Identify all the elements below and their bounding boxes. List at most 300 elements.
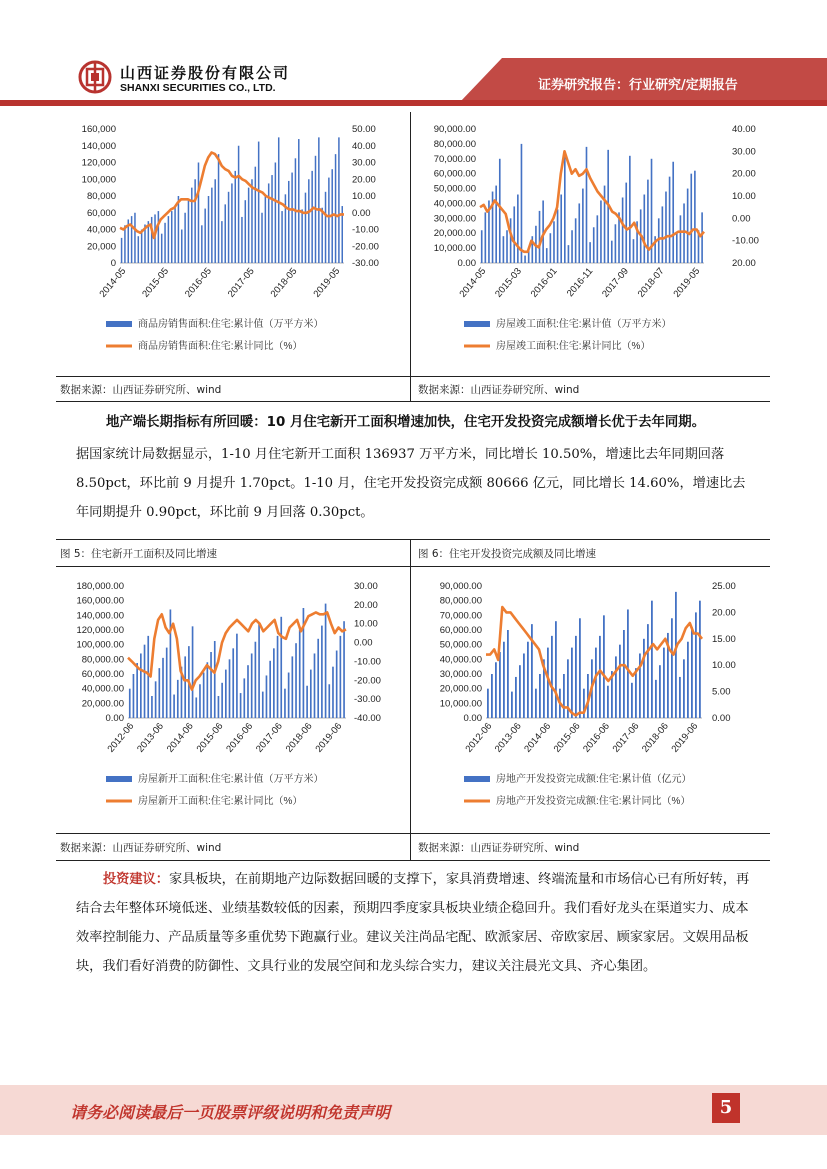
right-axis-tick-label: -30.00 [352,258,379,269]
chart-residential-completed-area [416,115,768,377]
left-axis-tick-label: 0.00 [463,713,482,724]
x-axis-tick-label: 2015-03 [493,265,524,300]
bar [485,212,487,263]
chart-residential-new-starts [58,572,408,834]
bar [121,238,123,263]
bar [292,656,294,718]
bar [281,211,283,263]
bar [599,636,601,718]
right-axis-tick-label: 25.00 [712,581,736,592]
bar [243,678,245,718]
bar [593,227,595,263]
bar [199,684,201,718]
bar [268,183,270,263]
bar [136,663,138,718]
left-axis-tick-label: 160,000.00 [76,595,124,607]
bar [527,642,529,718]
bar [539,211,541,263]
bar [575,636,577,718]
bar [340,636,342,718]
bar [258,142,260,263]
left-axis-tick-label: 120,000.00 [76,625,124,636]
bar [255,167,257,263]
company-name-cn: 山西证券股份有限公司 [120,64,291,82]
bar [298,139,300,263]
left-axis-tick-label: 100,000.00 [76,639,124,651]
x-axis-tick-label: 2014-05 [97,265,129,300]
bar [311,171,313,263]
bar [164,223,166,263]
bar [161,234,163,263]
bar [158,211,160,263]
chart-residential-investment [416,572,768,834]
bar [271,175,273,263]
right-axis-tick-label: 5.00 [712,686,731,698]
bar [662,206,664,263]
bar [675,592,677,718]
bar [306,686,308,718]
bar [210,652,212,718]
bar [338,137,340,263]
bar [195,697,197,718]
bar [665,192,667,263]
bar [699,601,701,718]
bar [687,189,689,263]
bar [184,213,186,263]
bar [604,186,606,263]
page-number: 5 [712,1093,740,1123]
bar [631,683,633,718]
bar [687,642,689,718]
bar [515,677,517,718]
bar [251,653,253,718]
right-axis-tick-label: 10.00 [352,191,376,202]
bar [635,668,637,718]
bar [571,230,573,263]
bar [535,689,537,718]
x-axis-tick-label: 2012-06 [463,720,495,755]
bar [560,195,562,263]
left-axis-tick-label: 70,000.00 [439,610,482,622]
bar [218,154,220,263]
header-divider [0,100,827,106]
chart3-source: 数据来源：山西证券研究所、wind [60,842,222,854]
bar [343,621,345,718]
bar [225,670,227,718]
bar [269,661,271,718]
bar [191,188,193,263]
bar [325,192,327,263]
bar [507,630,509,718]
bar [603,615,605,718]
bar [622,197,624,263]
bar [539,674,541,718]
bar [680,215,682,263]
advice-label: 投资建议： [103,872,169,887]
bar [328,178,330,263]
right-axis-tick-label: -10.00 [352,224,379,236]
x-axis-tick-label: 2016-06 [224,720,256,755]
figure5-title: 图 5：住宅新开工面积及同比增速 [60,548,218,560]
bar [240,693,242,718]
bar [248,188,250,263]
bar [676,233,678,263]
x-axis-tick-label: 2014-05 [457,265,489,300]
bar [491,674,493,718]
bar [690,174,692,263]
bar [291,173,293,263]
bar [615,656,617,718]
legend-line-label: 房地产开发投资完成额:住宅:累计同比（%） [496,796,691,807]
bar [214,179,216,263]
legend-line-label: 房屋新开工面积:住宅:累计同比（%） [138,796,303,807]
bar [564,151,566,263]
bar [238,146,240,263]
bar [255,642,257,718]
bar [203,673,205,718]
bar [563,674,565,718]
bar [595,648,597,718]
bar [158,668,160,718]
bar [144,645,146,718]
right-axis-tick-label: 50.00 [352,124,376,135]
bar [305,193,307,263]
bar [335,154,337,263]
right-axis-tick-label: 40.00 [352,140,376,152]
x-axis-tick-label: 2019-06 [313,720,345,755]
right-axis-tick-label: 20.00 [352,174,376,186]
bar [129,689,131,718]
left-axis-tick-label: 140,000 [81,140,116,152]
left-axis-tick-label: 20,000 [86,241,116,253]
company-name-en: SHANXI SECURITIES CO., LTD. [120,82,276,94]
bar [138,236,140,263]
row2-title-divider [56,566,770,567]
bar [672,162,674,263]
bar [171,211,173,263]
bar [247,665,249,718]
x-axis-tick-label: 2018-07 [635,265,667,300]
bar [310,670,312,718]
row2-bottom-border [56,860,770,861]
bar [553,221,555,263]
left-axis-tick-label: 80,000.00 [81,654,124,666]
bar [524,256,526,263]
x-axis-tick-label: 2015-06 [551,720,583,755]
row2-top-border [56,539,770,540]
bar [679,677,681,718]
bar [619,645,621,718]
bar [140,653,142,718]
right-axis-tick-label: 20.00 [712,607,736,619]
x-axis-tick-label: 2017-06 [254,720,285,755]
x-axis-tick-label: 2018-05 [268,265,300,300]
left-axis-tick-label: 40,000 [86,224,116,236]
bar [582,189,584,263]
x-axis-tick-label: 2015-05 [140,265,172,300]
bar [301,209,303,263]
bar [495,662,497,718]
bar [201,225,203,263]
bar [251,179,253,263]
left-axis-tick-label: 40,000.00 [439,654,482,666]
legend-bar-label: 房地产开发投资完成额:住宅:累计值（亿元） [496,774,692,785]
left-axis-tick-label: 50,000.00 [439,639,482,651]
bar [214,641,216,718]
x-axis-tick-label: 2016-01 [528,265,560,300]
left-axis-tick-label: 0.00 [457,258,476,269]
bar [481,230,483,263]
legend-bar-label: 房屋竣工面积:住宅:累计值（万平方米） [496,319,672,330]
bar [235,171,237,263]
bar [131,216,133,263]
bar [633,239,635,263]
bar [231,183,233,263]
legend-bar-swatch [464,776,490,782]
bar [695,612,697,718]
bar [683,659,685,718]
bar [523,653,525,718]
bar [277,636,279,718]
right-axis-tick-label: -20.00 [352,241,379,253]
bar [325,604,327,718]
left-axis-tick-label: 140,000.00 [76,610,124,622]
bar [691,627,693,718]
bar [575,218,577,263]
bar [615,224,617,263]
left-axis-tick-label: 100,000 [81,174,116,186]
chart1-source: 数据来源：山西证券研究所、wind [60,384,222,396]
left-axis-tick-label: 50,000.00 [433,183,476,195]
left-axis-tick-label: 60,000.00 [439,625,482,636]
bar [236,634,238,718]
chart-residential-sales-area [58,115,408,377]
bar [513,206,515,263]
bar [155,681,157,718]
bar [597,215,599,263]
bar [218,696,220,718]
left-axis-tick-label: 60,000.00 [81,669,124,680]
bar [308,179,310,263]
section-headline: 地产端长期指标有所回暖：10 月住宅新开工面积增速加快，住宅开发投资完成额增长优于去年同期。 [106,415,706,430]
bar [671,618,673,718]
bar [278,137,280,263]
right-axis-tick-label: 0.00 [354,637,373,649]
chart-row2-divider [410,539,411,861]
bar [517,195,519,263]
bar [643,195,645,263]
bar [511,692,513,718]
right-axis-tick-label: -30.00 [354,694,381,706]
bar [655,680,657,718]
right-axis-tick-label: 10.00 [712,660,736,672]
bar [192,626,194,718]
yoy-series-line [486,607,702,715]
left-axis-tick-label: 80,000 [86,191,116,202]
bar [284,689,286,718]
legend-line-label: 房屋竣工面积:住宅:累计同比（%） [496,341,651,352]
page-header [0,0,827,110]
bar [701,212,703,263]
advice-text: 家具板块，在前期地产边际数据回暖的支撑下，家具消费增速、终端流量和市场信心已有所好转，再结合去年整体环境低迷、业绩基数较低的因素，预期四季度家具板块业绩企稳回升。我们看好龙头在渠道实力、成本效率控制能力、产品质量等多重优势下跑赢行业。建议关注尚品宅配、欧派家居、帝欧家居、顾家家居。文娱用品板块，我们看好消费的防御性、文具行业的发展空间和龙头综合实力，建议关注晨光文具、齐心集团。 [76,872,750,974]
bar [288,181,290,263]
left-axis-tick-label: 60,000 [86,207,116,219]
bar [265,196,267,263]
row1-bottom-border [56,401,770,402]
bar [571,648,573,718]
x-axis-tick-label: 2019-05 [671,265,703,300]
disclaimer-link[interactable]: 请务必阅读最后一页股票评级说明和免责声明 [70,1103,391,1122]
bar [568,245,570,263]
bar [499,652,501,718]
bar [669,177,671,263]
bar [166,648,168,718]
right-axis-tick-label: 10.00 [732,191,756,202]
bar [586,147,588,263]
bar [503,642,505,718]
legend-bar-swatch [106,321,132,327]
bar [133,674,135,718]
bar [551,636,553,718]
right-axis-tick-label: -20.00 [354,675,381,687]
bar [162,658,164,718]
bar [184,656,186,718]
x-axis-tick-label: 2017-06 [610,720,642,755]
x-axis-tick-label: 2015-06 [194,720,226,755]
chart2-source: 数据来源：山西证券研究所、wind [418,384,580,396]
left-axis-tick-label: 20,000.00 [81,698,124,710]
bar [178,196,180,263]
right-axis-tick-label: 0.00 [712,713,731,724]
chart-row1-divider [410,112,411,402]
x-axis-tick-label: 2014-06 [522,720,554,755]
bar [521,144,523,263]
bar [607,686,609,718]
bar [487,689,489,718]
bar [258,624,260,718]
left-axis-tick-label: 10,000.00 [439,698,482,710]
right-axis-tick-label: 40.00 [732,124,756,135]
right-axis-tick-label: 0.00 [352,207,371,219]
bar [651,601,653,718]
bar [506,230,508,263]
x-axis-tick-label: 2017-05 [225,265,257,300]
bar [173,695,175,718]
left-axis-tick-label: 80,000.00 [439,595,482,607]
bar [336,651,338,718]
left-axis-tick-label: 30,000.00 [439,669,482,680]
legend-bar-label: 房屋新开工面积:住宅:累计值（万平方米） [138,774,324,785]
x-axis-tick-label: 2019-06 [669,720,701,755]
left-axis-tick-label: 0 [110,258,116,269]
bar [224,204,226,263]
right-axis-tick-label: 30.00 [354,581,378,592]
right-axis-tick-label: 10.00 [354,618,378,630]
bar [228,192,230,263]
bar [204,209,206,263]
bar [188,200,190,263]
bar [519,665,521,718]
bar [280,617,282,718]
right-axis-tick-label: 15.00 [712,633,736,645]
report-type: 证券研究报告：行业研究/定期报告 [538,78,738,93]
bar [629,156,631,263]
bar [659,665,661,718]
bar [499,159,501,263]
bar [663,648,665,718]
company-logo-icon [78,60,112,94]
x-axis-tick-label: 2019-05 [311,265,343,300]
left-axis-tick-label: 40,000.00 [81,683,124,695]
bar [318,137,320,263]
left-axis-tick-label: 90,000.00 [433,124,476,135]
legend-bar-swatch [464,321,490,327]
right-axis-tick-label: -40.00 [354,713,381,724]
bar [266,675,268,718]
bar [600,200,602,263]
figure6-title: 图 6：住宅开发投资完成额及同比增速 [418,548,597,560]
right-axis-tick-label: -10.00 [732,235,759,247]
data-paragraph: 据国家统计局数据显示，1-10 月住宅新开工面积 136937 万平方米，同比增长 10.50%，增速比去年同期回落 8.50pct，环比前 9 月提升 1.70pct。1-10 月，住宅开发投资完成额 80666 亿元，同比增长 14.60%，增速比去年同期提升 0.90pct，环比前 9 月回落 0.30pct。 [76,447,746,520]
bar [625,183,627,263]
bar [627,609,629,718]
right-axis-tick-label: 30.00 [732,146,756,158]
x-axis-tick-label: 2013-06 [135,720,167,755]
x-axis-tick-label: 2013-06 [492,720,524,755]
bar [273,648,275,718]
left-axis-tick-label: 60,000.00 [433,168,476,180]
bar [229,659,231,718]
right-axis-tick-label: 30.00 [352,157,376,169]
bar [683,203,685,263]
left-axis-tick-label: 30,000.00 [433,213,476,225]
left-axis-tick-label: 160,000 [81,124,116,135]
bar [194,179,196,263]
left-axis-tick-label: 90,000.00 [439,581,482,592]
right-axis-tick-label: 20.00 [732,258,756,269]
bar [557,209,559,263]
bar [546,248,548,263]
legend-line-label: 商品房销售面积:住宅:累计同比（%） [138,341,303,352]
bar [208,196,210,263]
right-axis-tick-label: 20.00 [732,168,756,180]
bar [221,221,223,263]
bar [623,630,625,718]
left-axis-tick-label: 120,000 [81,157,116,169]
x-axis-tick-label: 2016-11 [564,265,596,300]
x-axis-tick-label: 2012-06 [105,720,137,755]
bar [321,626,323,718]
bar [578,203,580,263]
bar [207,662,209,718]
bar [262,692,264,718]
left-axis-tick-label: 40,000.00 [433,198,476,210]
bar [245,200,247,263]
bar [503,236,505,263]
left-axis-tick-label: 20,000.00 [439,683,482,695]
bar [147,636,149,718]
bar [124,225,126,263]
left-axis-tick-label: 20,000.00 [433,228,476,240]
bar [198,163,200,264]
x-axis-tick-label: 2018-06 [283,720,315,755]
bar [611,241,613,263]
bar [295,643,297,718]
left-axis-tick-label: 70,000.00 [433,153,476,165]
bar [177,680,179,718]
bar [221,683,223,718]
left-axis-tick-label: 80,000.00 [433,138,476,150]
